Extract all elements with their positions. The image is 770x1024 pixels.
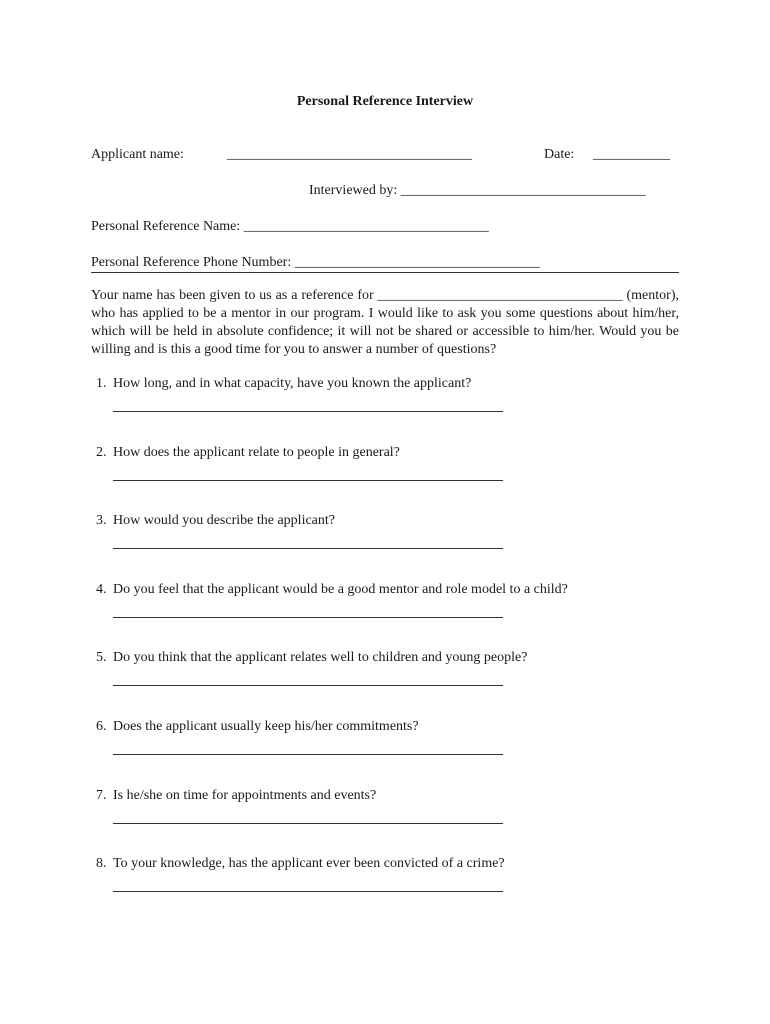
- intro-paragraph: Your name has been given to us as a reference for ___________________________________ (mentor), who has applied to be a mentor in our program. I would like to ask you some questions about him/her, which will be held in absolute confidence; it will not be shared or accessible to him/her. Would you be willing and is this a good time for you to answer a number of questions?: [91, 288, 679, 357]
- question-text: To your knowledge, has the applicant ever been convicted of a crime?: [113, 856, 505, 872]
- question-text: How long, and in what capacity, have you known the applicant?: [113, 376, 472, 391]
- answer-line[interactable]: [113, 684, 503, 686]
- answer-line[interactable]: [113, 822, 503, 824]
- applicant-name-field[interactable]: ___________________________________: [227, 147, 472, 162]
- answer-line[interactable]: [113, 547, 503, 549]
- question-number: 2.: [96, 444, 107, 460]
- question-text: Do you think that the applicant relates well to children and young people?: [113, 650, 528, 666]
- question-text: Do you feel that the applicant would be a good mentor and role model to a child?: [113, 581, 568, 597]
- interviewed-by-field[interactable]: Interviewed by: ___________________________________: [309, 183, 646, 198]
- question-item: [91, 445, 691, 514]
- answer-line[interactable]: [113, 479, 503, 481]
- question-item: [91, 719, 691, 788]
- applicant-name-label: Applicant name:: [91, 147, 184, 162]
- answer-line[interactable]: [113, 890, 503, 892]
- date-field[interactable]: ___________: [593, 147, 670, 162]
- applicant-row: [91, 147, 691, 167]
- answer-line[interactable]: [113, 753, 503, 755]
- question-number: 7.: [96, 787, 107, 803]
- question-text: Is he/she on time for appointments and events?: [113, 787, 377, 803]
- answer-line[interactable]: [113, 410, 503, 412]
- question-item: [91, 376, 691, 445]
- question-list: [91, 376, 691, 925]
- date-label: Date:: [544, 147, 575, 162]
- question-number: 6.: [96, 718, 107, 734]
- question-item: [91, 856, 691, 925]
- question-number: 8.: [96, 856, 107, 872]
- reference-name-field[interactable]: Personal Reference Name: ___________________________________: [91, 219, 489, 234]
- question-item: [91, 650, 691, 719]
- question-text: How would you describe the applicant?: [113, 513, 335, 529]
- question-item: [91, 513, 691, 582]
- question-number: 4.: [96, 581, 107, 597]
- document-title: Personal Reference Interview: [296, 94, 474, 109]
- question-text: How does the applicant relate to people in general?: [113, 444, 400, 460]
- question-item: [91, 582, 691, 651]
- question-text: Does the applicant usually keep his/her commitments?: [113, 718, 419, 734]
- reference-phone-field[interactable]: Personal Reference Phone Number: ___________________________________: [91, 255, 679, 273]
- question-number: 3.: [96, 513, 107, 529]
- answer-line[interactable]: [113, 616, 503, 618]
- question-number: 1.: [96, 376, 107, 391]
- question-item: [91, 788, 691, 857]
- question-number: 5.: [96, 650, 107, 666]
